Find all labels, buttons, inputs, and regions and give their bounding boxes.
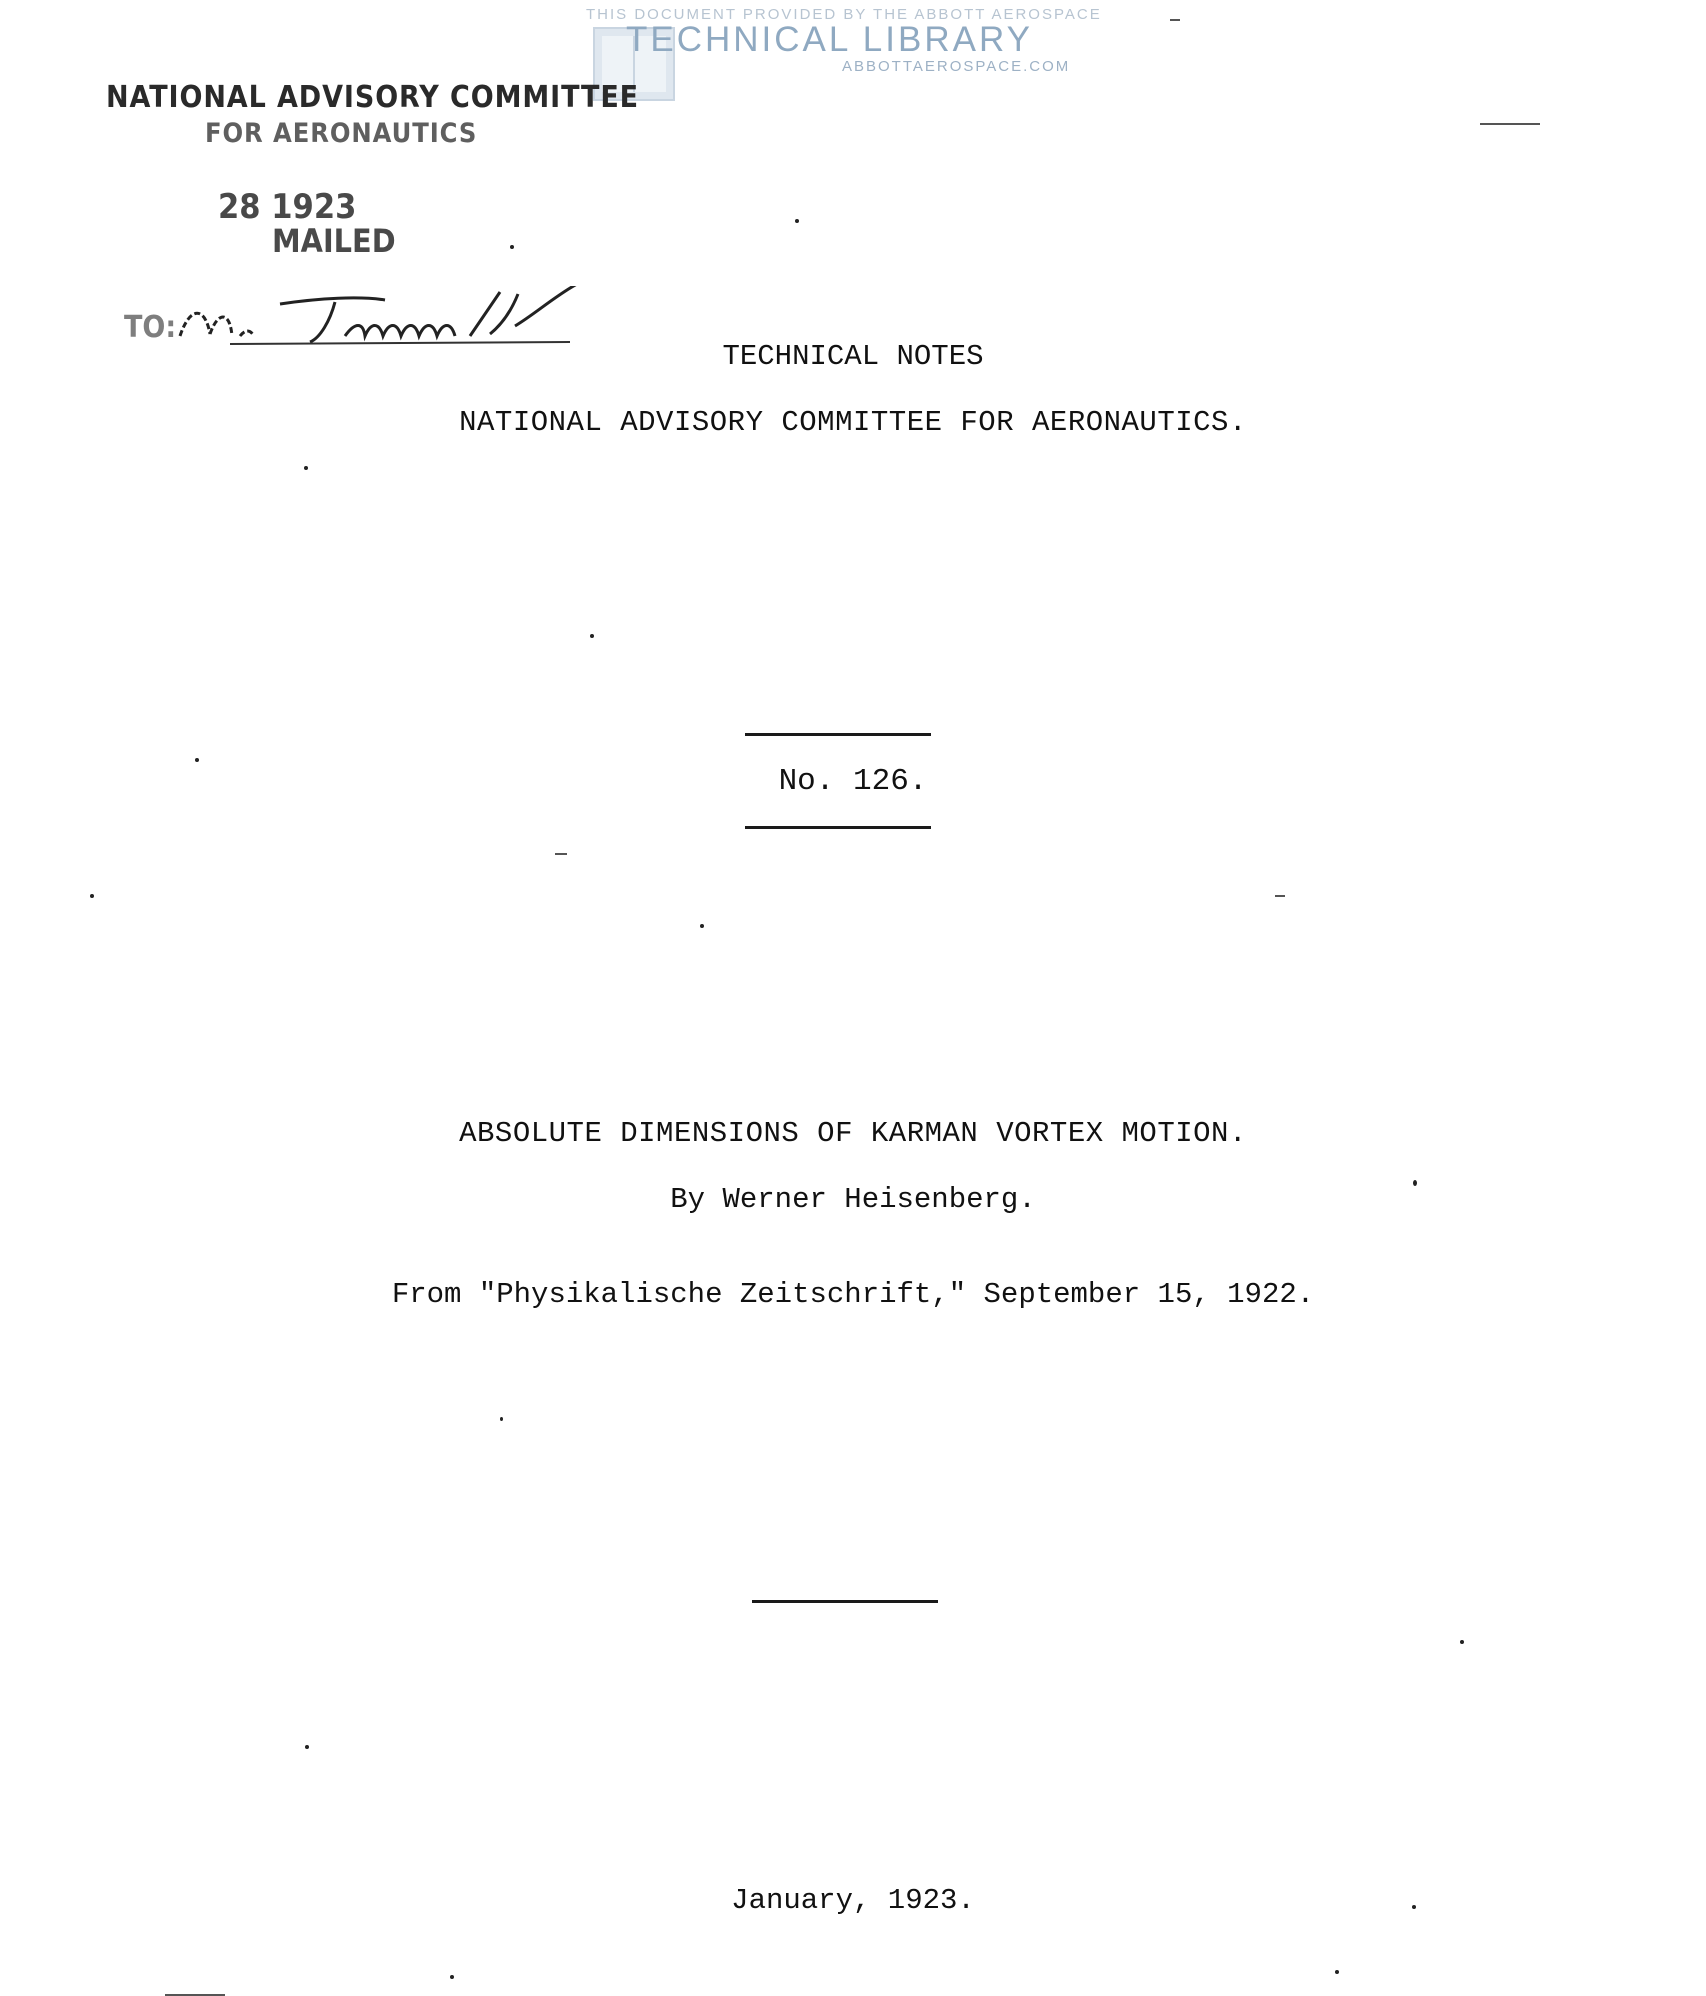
- scan-speck: [510, 245, 514, 249]
- document-date: January, 1923.: [731, 1884, 975, 1917]
- series-heading: TECHNICAL NOTES: [722, 340, 984, 373]
- number-rule-top: [745, 733, 931, 736]
- scan-speck: [795, 219, 799, 223]
- scan-speck: [90, 894, 94, 898]
- stamp-to-label: TO:: [124, 310, 177, 345]
- scan-speck: [1412, 1905, 1416, 1909]
- scan-dash: [1275, 895, 1285, 897]
- scan-speck: [500, 1417, 503, 1421]
- scan-dash: [1170, 19, 1180, 21]
- scan-dash: [1480, 123, 1540, 125]
- stamp-date: 28 1923: [218, 187, 357, 227]
- scan-speck: [590, 634, 594, 638]
- organization-heading: NATIONAL ADVISORY COMMITTEE FOR AERONAUTICS.: [459, 406, 1247, 439]
- document-author: By Werner Heisenberg.: [670, 1183, 1036, 1216]
- scan-speck: [1335, 1970, 1339, 1974]
- scan-speck: [304, 466, 308, 470]
- scan-speck: [700, 924, 704, 928]
- stamp-aeronautics-line: FOR AERONAUTICS: [205, 118, 478, 149]
- watermark-library-title: TECHNICAL LIBRARY: [626, 20, 1033, 59]
- stamp-mailed-status: MAILED: [272, 222, 396, 260]
- number-rule-bottom: [745, 826, 931, 829]
- scan-speck: [450, 1975, 454, 1979]
- scan-speck: [1460, 1640, 1464, 1644]
- document-source: From "Physikalische Zeitschrift," September 15, 1922.: [391, 1278, 1315, 1311]
- section-divider: [752, 1600, 938, 1603]
- scan-speck: [195, 758, 199, 762]
- scan-speck: [1413, 1180, 1417, 1186]
- watermark-website: ABBOTTAEROSPACE.COM: [842, 58, 1071, 75]
- document-title: ABSOLUTE DIMENSIONS OF KARMAN VORTEX MOTION.: [459, 1117, 1247, 1150]
- note-number: No. 126.: [778, 764, 928, 799]
- stamp-committee-line: NATIONAL ADVISORY COMMITTEE: [106, 80, 640, 115]
- scan-dash: [555, 853, 567, 855]
- scan-speck: [305, 1745, 309, 1749]
- watermark-provider-line: THIS DOCUMENT PROVIDED BY THE ABBOTT AEROSPACE: [586, 6, 1102, 23]
